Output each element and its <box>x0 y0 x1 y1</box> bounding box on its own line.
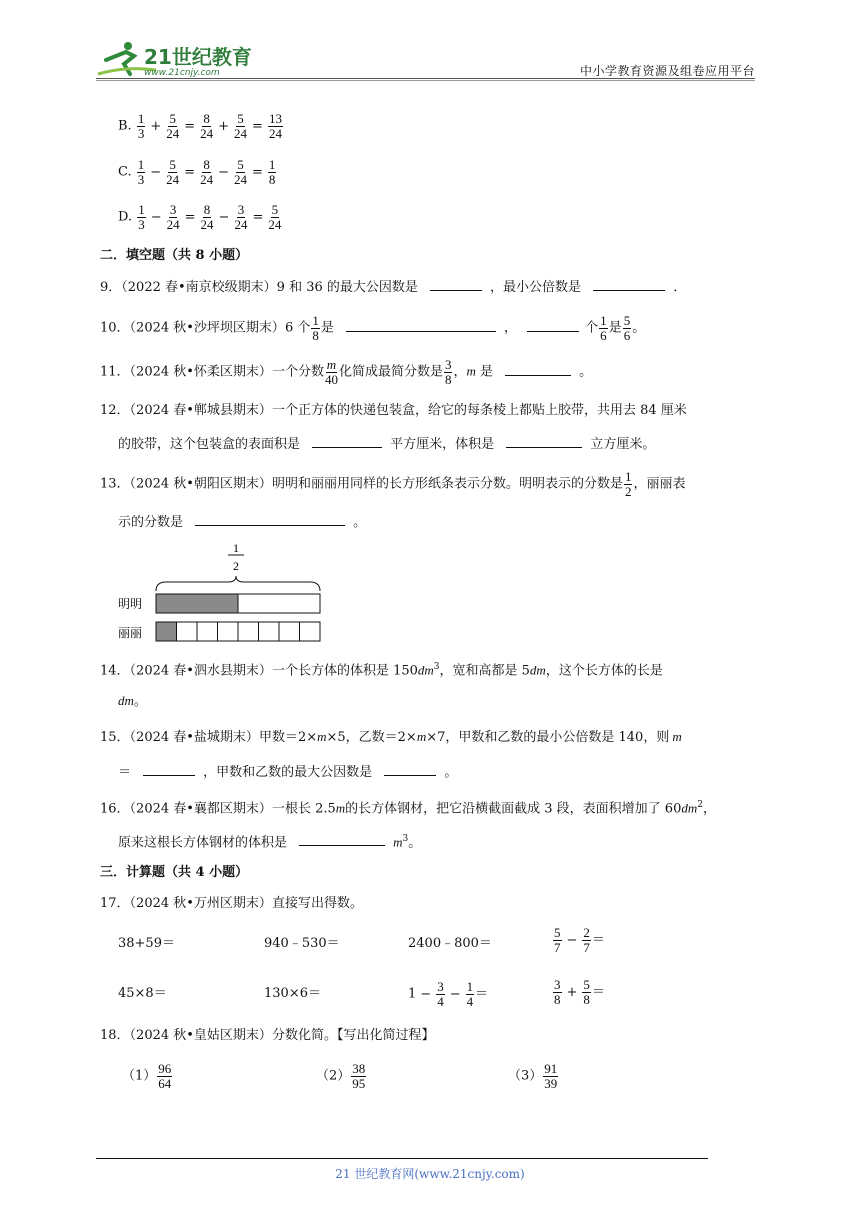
answer-blank[interactable] <box>346 317 496 332</box>
question-14-line1: 14．（2024 春•泗水县期末）一个长方体的体积是 $150dm^3$，宽和高都是 5dm，这个长方体的长是 <box>100 662 663 679</box>
answer-blank[interactable] <box>506 433 582 448</box>
calc-item: 38+59＝ <box>118 936 175 951</box>
strip-cell <box>238 594 320 613</box>
option-label: D. <box>118 209 133 225</box>
answer-blank[interactable] <box>527 317 579 332</box>
footer-divider <box>96 1158 708 1159</box>
strip-cell <box>300 622 321 641</box>
fraction: $\frac{5}{24}$ <box>268 202 282 232</box>
fraction: $\frac{m}{40}$ <box>324 357 338 387</box>
header-tagline: 中小学教育资源及组卷应用平台 <box>579 64 755 78</box>
calc-item: 940﹣530＝ <box>264 936 340 951</box>
lili-strip <box>156 622 320 641</box>
question-11: 11．（2024 秋•怀柔区期末）一个分数 $\frac{m}{40}$ 化简成最简分数是 $\frac{3}{8}$ ，m 是 。 <box>100 357 593 387</box>
answer-blank[interactable] <box>384 761 436 776</box>
row-label-mingming: 明明 <box>118 597 143 611</box>
brace-shape <box>156 576 320 591</box>
fraction: $\frac{3}{24}$ <box>234 202 248 232</box>
site-logo <box>96 40 266 78</box>
simplify-item-3: （3） $\frac{91}{39}$ <box>508 1061 558 1091</box>
fraction: $\frac{1}{3}$ <box>138 202 145 232</box>
fraction: $\frac{3}{8}$ <box>444 357 452 387</box>
option-label: C. <box>118 164 132 180</box>
answer-blank[interactable] <box>143 761 195 776</box>
section-title-fill-in: 二．填空题（共 8 小题） <box>100 248 249 263</box>
question-13-line1: 13．（2024 秋•朝阳区期末）明明和丽丽用同样的长方形纸条表示分数。明明表示的分数是 $\frac{1}{2}$ ，丽丽表 <box>100 469 686 499</box>
calc-item-fraction: $\frac{5}{7}$ − $\frac{2}{7}$ ＝ <box>554 925 605 955</box>
fraction: $\frac{5}{6}$ <box>623 313 631 343</box>
logo-text: 21世纪教育 <box>144 45 252 69</box>
calc-item-fraction: $\frac{3}{8}$ + $\frac{5}{8}$ ＝ <box>554 977 605 1007</box>
logo-url: www.21cnjy.com <box>144 68 220 78</box>
fraction: $\frac{5}{24}$ <box>166 111 180 141</box>
calc-item-fraction: 1 − $\frac{3}{4}$ − $\frac{1}{4}$ ＝ <box>408 979 489 1009</box>
strip-cell-shaded <box>156 622 177 641</box>
question-17: 17．（2024 秋•万州区期末）直接写出得数。 <box>100 896 363 911</box>
option-b: B. $\frac{1}{3}$ + $\frac{5}{24}$ = $\frac{8}{24}$ + $\frac{5}{24}$ = $\frac{13}{24}$ <box>118 111 282 141</box>
header-divider-thin <box>96 80 755 81</box>
strip-cell <box>279 622 300 641</box>
answer-blank[interactable] <box>593 276 665 291</box>
fraction: $\frac{1}{3}$ <box>137 157 145 187</box>
fraction: $\frac{1}{3}$ <box>137 111 145 141</box>
option-c: C. $\frac{1}{3}$ − $\frac{5}{24}$ = $\frac{8}{24}$ − $\frac{5}{24}$ = $\frac{1}{8}$ <box>118 157 276 187</box>
simplify-item-2: （2） $\frac{38}{95}$ <box>316 1061 366 1091</box>
fraction: $\frac{5}{24}$ <box>233 157 247 187</box>
calc-item: 130×6＝ <box>264 986 321 1001</box>
section-title-calculation: 三．计算题（共 4 小题） <box>100 865 249 880</box>
calc-item: 2400﹣800＝ <box>408 936 492 951</box>
fraction: $\frac{3}{24}$ <box>166 202 180 232</box>
question-13-line2: 示的分数是 。 <box>118 511 366 533</box>
fraction: $\frac{13}{24}$ <box>268 111 282 141</box>
simplify-item-1: （1） $\frac{96}{64}$ <box>122 1061 172 1091</box>
question-16-line1: 16．（2024 春•襄都区期末）一根长 2.5m的长方体钢材，把它沿横截面截成 3 段，表面积增加了 $60dm^2$， <box>100 800 716 817</box>
fraction: $\frac{8}{24}$ <box>200 111 214 141</box>
question-14-line2: dm。 <box>118 693 147 709</box>
strip-cell <box>238 622 259 641</box>
runner-logo-icon <box>96 40 266 78</box>
row-label-lili: 丽丽 <box>118 626 143 640</box>
question-10: 10．（2024 秋•沙坪坝区期末）6 个 $\frac{1}{8}$ 是 ， 个 $\frac{1}{6}$ 是 $\frac{5}{6}$ 。 <box>100 313 646 343</box>
fraction-strip-diagram <box>110 538 330 648</box>
answer-blank[interactable] <box>430 276 482 291</box>
header-divider <box>96 78 755 79</box>
strip-cell <box>177 622 198 641</box>
fraction: $\frac{8}{24}$ <box>200 202 214 232</box>
option-label: B. <box>118 118 132 134</box>
calc-item: 45×8＝ <box>118 986 167 1001</box>
fraction: $\frac{1}{8}$ <box>268 157 276 187</box>
question-9: 9．（2022 春•南京校级期末）9 和 36 的最大公因数是 ，最小公倍数是 ． <box>100 276 686 298</box>
answer-blank[interactable] <box>195 511 345 526</box>
strip-cell <box>218 622 239 641</box>
fraction: $\frac{5}{24}$ <box>234 111 248 141</box>
question-12-line1: 12．（2024 春•郸城县期末）一个正方体的快递包装盒，给它的每条棱上都贴上胶带，共用去 84 厘米 <box>100 403 687 418</box>
answer-blank[interactable] <box>505 361 571 376</box>
question-15-line2: ＝ ，甲数和乙数的最大公因数是 。 <box>118 761 457 783</box>
question-16-line2: 原来这根长方体钢材的体积是 $m^3$。 <box>118 829 421 853</box>
option-d: D. $\frac{1}{3}$ − $\frac{3}{24}$ = $\frac{8}{24}$ − $\frac{3}{24}$ = $\frac{5}{24}$ <box>118 202 282 232</box>
footer-link[interactable]: 21 世纪教育网(www.21cnjy.com) <box>335 1167 525 1181</box>
brace-denominator: 2 <box>233 559 239 573</box>
fraction: $\frac{1}{2}$ <box>624 469 632 499</box>
strip-cell-shaded <box>156 594 238 613</box>
brace-numerator: 1 <box>233 541 239 555</box>
fraction: $\frac{8}{24}$ <box>200 157 214 187</box>
strip-cell <box>197 622 218 641</box>
question-18: 18．（2024 秋•皇姑区期末）分数化简。【写出化简过程】 <box>100 1028 435 1043</box>
fraction: $\frac{1}{6}$ <box>600 313 607 343</box>
question-15-line1: 15．（2024 春•盐城期末）甲数＝2×m×5，乙数＝2×m×7，甲数和乙数的最小公倍数是 140，则 m <box>100 729 682 745</box>
question-12-line2: 的胶带，这个包装盒的表面积是 平方厘米，体积是 立方厘米。 <box>118 433 655 455</box>
fraction: $\frac{5}{24}$ <box>166 157 180 187</box>
fraction: $\frac{1}{8}$ <box>312 313 319 343</box>
answer-blank[interactable] <box>312 433 382 448</box>
answer-blank[interactable] <box>299 831 385 846</box>
strip-cell <box>259 622 280 641</box>
